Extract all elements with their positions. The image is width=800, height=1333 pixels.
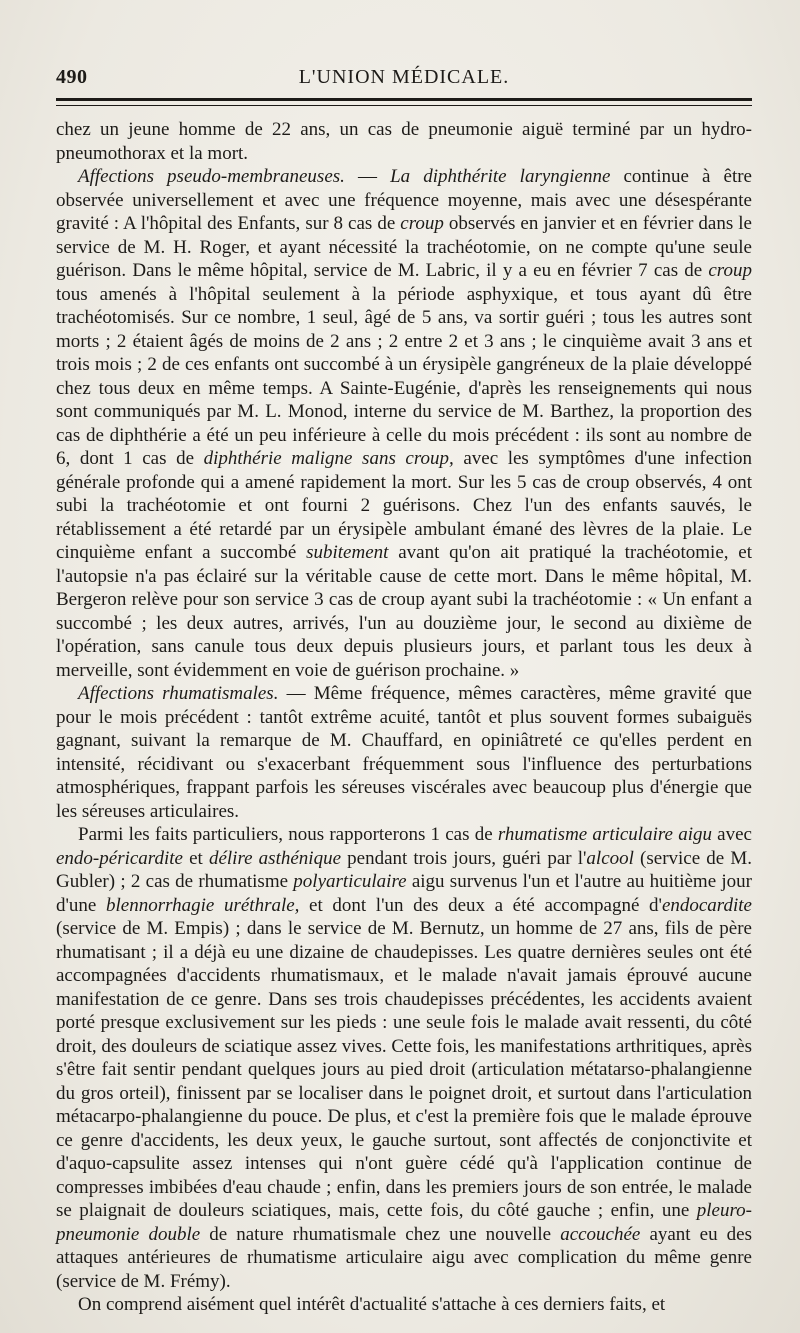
- text-segment: — Même fréquence, mêmes caractères, même gravité que pour le mois précédent : tantôt extrême acuité, tantôt et plus souvent formes subaiguës gagnant, suivant la remarque de M. Chauffard, en opiniâtreté ce qu'elles perdent en intensité, récidivant ou s'exacerbant fréquemment sous l'influence des perturbations atmosphériques, frappant parfois les séreuses viscérales avec beaucoup plus d'énergie que les séreuses articulaires.: [56, 683, 752, 822]
- text-segment: ayant eu des attaques antérieures de rhumatisme articulaire aigu avec complication du même genre (service de M. Frémy).: [56, 1223, 752, 1292]
- text-segment: et: [182, 847, 209, 869]
- text-segment: tous amenés à l'hôpital seulement à la période asphyxique, et tous ayant dû être trachéotomisés. Sur ce nombre, 1 seul, âgé de 5 ans, va sortir guéri ; tous les autres sont morts ; 2 étaient âgés de moins de 2 ans ; 2 entre 2 et 3 ans ; le cinquième avait 3 ans et trois mois ; 2 de ces enfants ont succombé à un érysipèle gangréneux de la plaie développé chez tous deux en même temps. A Sainte-Eugénie, d'après les renseignements qui nous sont communiqués par M. L. Monod, interne du service de M. Barthez, la proportion des cas de diphthérie a été un peu inférieure à celle du mois précédent : ils sont au nombre de 6, dont 1 cas de: [56, 283, 752, 469]
- italic-text-segment: blennorrhagie uréthrale,: [105, 894, 300, 916]
- italic-text-segment: endo-péricardite: [56, 847, 183, 869]
- article-body: [56, 118, 752, 1317]
- text-segment: avant qu'on ait pratiqué la trachéotomie, et l'autopsie n'a pas éclairé sur la véritable cause de cette mort. Dans le même hôpital, M. Bergeron relève pour son service 3 cas de croup ayant subi la trachéotomie : « Un enfant a succombé ; les deux autres, arrivés, l'un au douzième jour, le second au dixième de l'opération, sans canule tous deux depuis plusieurs jours, et parlant tous les deux à merveille, sont évidemment en voie de guérison prochaine. »: [56, 542, 752, 681]
- italic-text-segment: diphthérie maligne sans croup,: [203, 448, 454, 469]
- italic-text-segment: pleuro-pneumonie double: [56, 1200, 752, 1245]
- journal-title: L'UNION MÉDICALE.: [298, 66, 510, 88]
- italic-text-segment: croup: [708, 260, 752, 281]
- header-rule-thin: [56, 105, 752, 106]
- italic-text-segment: La diphthérite laryngienne: [390, 166, 611, 187]
- italic-text-segment: alcool: [586, 847, 634, 869]
- header-rule: [56, 98, 752, 101]
- text-segment: de nature rhumatismale chez une nouvelle: [200, 1223, 561, 1245]
- paragraph: [56, 118, 752, 165]
- italic-text-segment: croup: [400, 213, 444, 234]
- text-segment: chez un jeune homme de 22 ans, un cas de pneumonie aiguë terminé par un hydro-pneumothorax et la mort.: [56, 119, 752, 164]
- paragraph: [56, 682, 752, 823]
- text-segment: (service de M. Gubler) ; 2 cas de rhumatisme: [56, 847, 752, 892]
- text-segment: aigu survenus l'un et l'autre au huitième jour d'une: [56, 871, 752, 916]
- page-header: [56, 66, 752, 94]
- italic-text-segment: subitement: [306, 542, 389, 563]
- paragraph: [56, 165, 752, 682]
- text-segment: observés en janvier et en février dans le service de M. H. Roger, et ayant nécessité la trachéotomie, on ne compte qu'une seule guérison. Dans le même hôpital, service de M. Labric, il y a eu en février 7 cas de: [56, 213, 752, 281]
- text-segment: avec les symptômes d'une infection générale profonde qui a amené rapidement la mort. Sur les 5 cas de croup observés, 4 ont subi la trachéotomie et ont fourni 2 guérisons. Chez l'un des enfants sauvés, le rétablissement a été retardé par un érysipèle ambulant émané des lèvres de la plaie. Le cinquième enfant a succombé: [56, 448, 752, 563]
- italic-text-segment: Affections rhumatismales.: [78, 683, 279, 704]
- text-segment: pendant trois jours, guéri par l': [341, 847, 587, 869]
- paragraph: [56, 1293, 752, 1317]
- text-segment: et dont l'un des deux a été accompagné d': [299, 894, 662, 916]
- page-number: 490: [56, 66, 88, 88]
- italic-text-segment: endocardite: [661, 894, 752, 916]
- text-segment: (service de M. Empis) ; dans le service de M. Bernutz, un homme de 27 ans, fils de père rhumatisant ; il a déjà eu une dizaine de chaudepisses. Les quatre dernières seules ont été accompagnées d'accidents rhumatismaux, et le malade n'avait jamais éprouvé aucune manifestation de ce genre. Dans ses trois chaudepisses précédentes, les accidents avaient porté presque exclusivement sur les pieds : une seule fois le malade avait ressenti, du côté droit, des douleurs de sciatique assez vives. Cette fois, les manifestations arthritiques, après s'être fait sentir pendant quelques jours au pied droit (articulation métatarso-phalangienne du gros orteil), finissent par se localiser dans le poignet droit, et surtout dans l'articulation métacarpo-phalangienne du pouce. De plus, et c'est la première fois que le malade éprouve ce genre d'accidents, les deux yeux, le gauche surtout, sont affectés de conjonctivite et d'aquo-capsulite assez intenses qui n'ont guère cédé qu'à l'application continue de compresses imbibées d'eau chaude ; enfin, dans les premiers jours de son entrée, le malade se plaignait de douleurs sciatiques, mais, cette fois, du côté gauche ; enfin, une: [56, 918, 752, 1221]
- italic-text-segment: rhumatisme articulaire aigu: [497, 824, 712, 845]
- text-segment: —: [344, 166, 391, 187]
- italic-text-segment: accouchée: [560, 1223, 641, 1245]
- text-segment: continue à être observée universellement et avec une fréquence moyenne, mais avec une désespérante gravité : A l'hôpital des Enfants, sur 8 cas de: [56, 166, 752, 234]
- italic-text-segment: polyarticulaire: [293, 871, 407, 892]
- text-segment: avec: [711, 824, 752, 845]
- italic-text-segment: délire asthénique: [208, 847, 342, 869]
- italic-text-segment: Affections pseudo-membraneuses.: [78, 166, 345, 187]
- text-segment: Parmi les faits particuliers, nous rapporterons 1 cas de: [78, 824, 498, 845]
- paragraph: [56, 823, 752, 1293]
- text-segment: On comprend aisément quel intérêt d'actualité s'attache à ces derniers faits, et: [78, 1294, 666, 1315]
